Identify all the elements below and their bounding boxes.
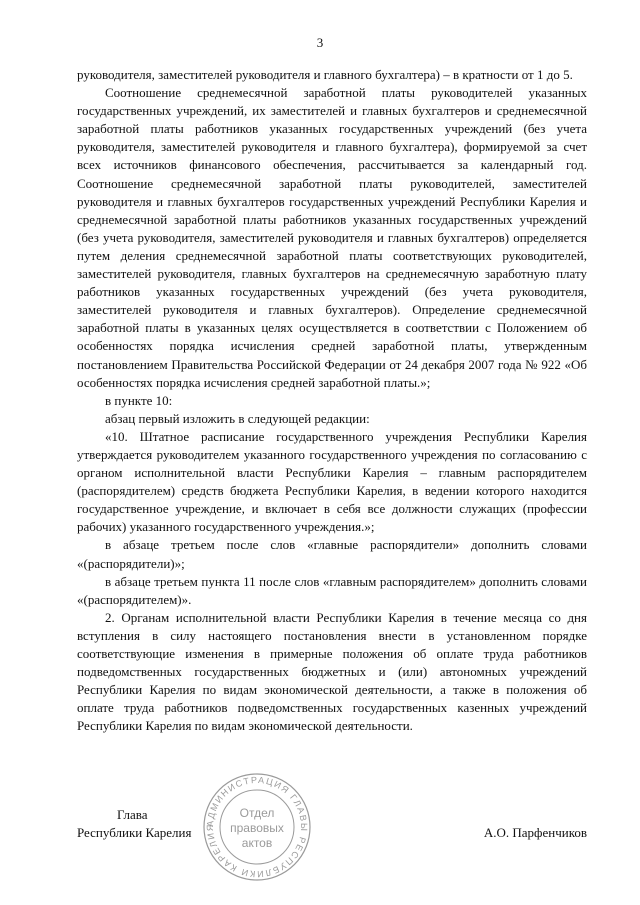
paragraph-third-abzac: в абзаце третьем после слов «главные распорядители» дополнить словами «(распорядители)»; (77, 537, 587, 571)
paragraph-staff-schedule: «10. Штатное расписание государственного учреждения Республики Карелия утверждается руководителем указанного государственного учреждения по согласованию с органом исполнительной власти Республики Карелия – главным распорядителем (распорядителем) средств бюджета Республики Карелия, в ведении которого находится государственное учреждение, и включает в себя все должности служащих (профессии рабочих) указанного государственного учреждения.»; (77, 428, 587, 535)
stamp-line-3: актов (241, 836, 273, 850)
signature-region: Республики Карелия (77, 825, 192, 840)
signature-name: А.О. Парфенчиков (483, 825, 587, 840)
paragraph-item-2: 2. Органам исполнительной власти Республики Карелия в течение месяца со дня вступления в силу настоящего постановления внести в установленном порядке соответствующие изменения в примерные положения об оплате труда работников подведомственных государственных бюджетных и (или) автономных учреждений Республики Карелия по видам экономической деятельности, а также в положения об оплате труда работников подведомственных государственных казенных учреждений Республики Карелия по видам экономической деятельности. (77, 609, 587, 734)
stamp-outer-text: АДМИНИСТРАЦИЯ ГЛАВЫ РЕСПУБЛИКИ КАРЕЛИЯ (204, 774, 310, 880)
stamp-line-1: Отдел (239, 806, 275, 820)
paragraph-continuation: руководителя, заместителей руководителя и главного бухгалтера) – в кратности от 1 до 5. (77, 67, 573, 82)
page-number: 3 (316, 35, 324, 50)
paragraph-point-10: в пункте 10: (105, 392, 173, 408)
signature-title: Глава (117, 807, 148, 822)
paragraph-first-abzac: абзац первый изложить в следующей редакции: (105, 410, 370, 426)
signature-block (77, 806, 587, 866)
official-stamp (201, 771, 313, 883)
paragraph-salary-ratio: Соотношение среднемесячной заработной платы руководителей указанных государственных учреждений, их заместителей и главных бухгалтеров и среднемесячной заработной платы работников указанных государственных учреждений (без учета руководителя, заместителей руководителя и главного бухгалтера), формируемой за счет всех источников финансового обеспечения, рассчитывается за календарный год. Соотношение среднемесячной заработной платы руководителей, заместителей руководителя и главных бухгалтеров государственных учреждений Республики Карелия и среднемесячной заработной платы работников указанных государственных учреждений (без учета руководителя, заместителей руководителя и главных бухгалтеров) определяется путем деления среднемесячной заработной платы соответствующих руководителей, заместителей руководителя, главных бухгалтеров на среднемесячную заработную плату работников указанных государственных учреждений (без учета руководителя, заместителей руководителя и главных бухгалтеров). Определение среднемесячной заработной платы в указанных целях осуществляется в соответствии с Положением об особенностях порядка исчисления средней заработной платы, утвержденным постановлением Правительства Российской Федерации от 24 декабря 2007 года № 922 «Об особенностях порядка исчисления средней заработной платы.»; (77, 85, 587, 390)
stamp-line-2: правовых (230, 821, 284, 835)
document-body (77, 66, 587, 735)
paragraph-point-11: в абзаце третьем пункта 11 после слов «главным распорядителем» дополнить словами «(распорядителем)». (77, 573, 587, 607)
